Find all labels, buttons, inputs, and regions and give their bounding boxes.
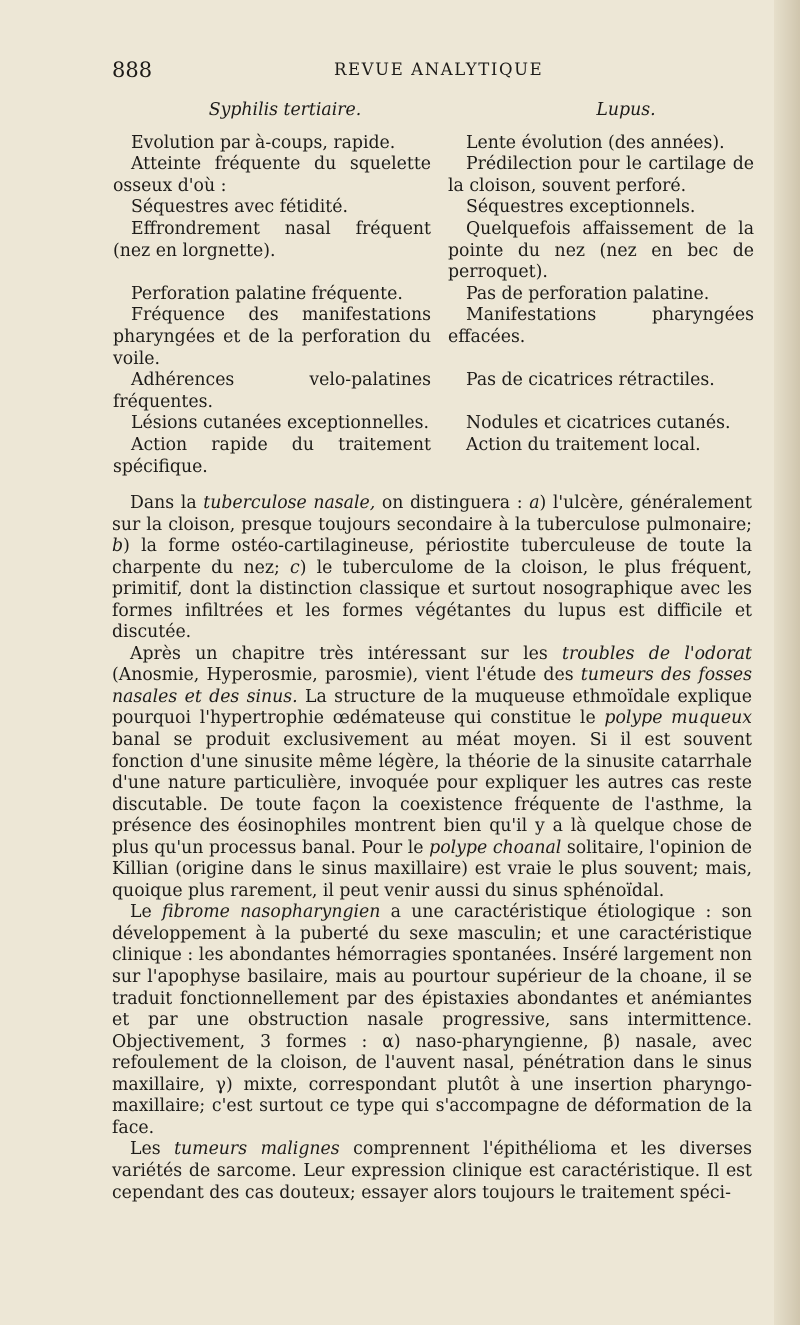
text-run: ) le tuberculome de la cloison, le plus fréquent, primitif, dont la distinction classique et surtout nosographique avec les formes infiltrées et les formes végétantes du lupus est difficile et discutée. [112, 557, 752, 643]
text-run: a une caractéristique étiologique : son développement à la puberté du sexe masculin; et une caractéristique clinique : les abondantes hémorragies spontanées. Inséré largement non sur l'apophyse basilaire, mais au pourtour supérieur de la choane, il se traduit fonctionnellement par des épistaxies abondantes et anémiantes et par une obstruction nasale progressive, sans intermittence. Objectivement, 3 formes : α) naso-pharyngienne, β) nasale, avec refoulement de la cloison, de l'auvent nasal, pénétration dans le sinus maxillaire, γ) mixte, correspondant plutôt à une insertion pharyngo-maxillaire; c'est surtout ce type qui s'accompagne de déformation de la face. [112, 902, 752, 1138]
paragraph-odorat [112, 644, 752, 903]
syphilis-entry: Effrondrement nasal fréquent (nez en lorgnette). [113, 218, 431, 261]
text-run: Les [130, 1139, 175, 1160]
paragraph-tumeurs-malignes [112, 1139, 752, 1204]
text-run: ) l'ulcère, généralement sur la cloison, presque toujours secondaire à la tuberculose pulmonaire; [112, 493, 752, 535]
lupus-entry: Manifestations pharyngées effacées. [448, 305, 754, 347]
lupus-entry: Action du traitement local. [466, 434, 701, 455]
page-number: 888 [112, 58, 153, 82]
paragraph-fibrome [112, 902, 752, 1139]
lupus-column [448, 100, 754, 457]
text-run: Dans la [130, 493, 204, 513]
italic-letter: b [112, 536, 124, 557]
italic-term: polype choanal [429, 837, 562, 858]
syphilis-column-title: Syphilis tertiaire. [208, 100, 362, 120]
lupus-column-title: Lupus. [596, 100, 656, 120]
text-run: (Anosmie, Hyperosmie, parosmie), vient l'étude des [112, 665, 581, 686]
text-run: on distinguera : [375, 493, 530, 513]
text-run: comprennent l'épithélioma et les diverses variétés de sarcome. Leur expression clinique est caractéristique. Il est cependant des cas douteux; essayer alors toujours le traitement spéci- [112, 1139, 752, 1203]
lupus-entry: Quelquefois affaissement de la pointe du nez (nez en bec de perroquet). [448, 218, 754, 283]
syphilis-entry: Lésions cutanées exceptionnelles. [131, 413, 429, 434]
italic-term: fibrome nasopharyngien [161, 902, 381, 923]
text-run: banal se produit exclusivement au méat moyen. Si il est souvent fonction d'une sinusite même légère, la théorie de la sinusite catarrhale d'une nature particulière, invoquée pour expliquer les autres cas reste discutable. De toute façon la coexistence fréquente de l'asthme, la présence des éosinophiles montrent bien qu'il y a là quelque chose de plus qu'un processus banal. Pour le [112, 730, 752, 858]
lupus-entry: Pas de cicatrices rétractiles. [466, 370, 715, 391]
text-run: Le [130, 902, 162, 923]
italic-letter: c [290, 557, 300, 578]
page-edge-shadow [774, 0, 800, 1325]
italic-term: tumeurs des fosses nasales et des sinus. [112, 665, 752, 707]
body-text [112, 493, 752, 1204]
syphilis-entry: Atteinte fréquente du squelette osseux d'où : [113, 154, 431, 196]
italic-letter: a [529, 493, 540, 513]
text-run: Après un chapitre très intéressant sur les [130, 643, 563, 664]
lupus-entry: Séquestres exceptionnels. [466, 197, 696, 218]
syphilis-entry: Perforation palatine fréquente. [131, 283, 403, 304]
lupus-entry: Nodules et cicatrices cutanés. [466, 413, 731, 434]
text-run: solitaire, l'opinion de Killian (origine dans le sinus maxillaire) est vraie le plus souvent; mais, quoique plus rarement, il peut venir aussi du sinus sphénoïdal. [112, 837, 752, 901]
italic-term: polype muqueux [604, 708, 752, 729]
lupus-entry: Lente évolution (des années). [466, 132, 725, 153]
lupus-entry: Prédilection pour le cartilage de la cloison, souvent perforé. [448, 154, 754, 196]
italic-term: tuberculose nasale, [203, 493, 376, 513]
syphilis-entry: Action rapide du traitement spécifique. [113, 434, 431, 477]
syphilis-entry: Fréquence des manifestations pharyngées et de la perforation du voile. [113, 305, 431, 369]
paragraph-tuberculose [112, 493, 752, 644]
lupus-entry: Pas de perforation palatine. [466, 283, 710, 304]
syphilis-column [113, 100, 431, 478]
italic-term: troubles de l'odorat [562, 643, 753, 664]
text-run: ) la forme ostéo-cartilagineuse, périostite tuberculeuse de toute la charpente du nez; [112, 536, 752, 578]
text-run: La structure de la muqueuse ethmoïdale explique pourquoi l'hypertrophie œdémateuse qui constitue le [112, 686, 752, 729]
syphilis-entry: Evolution par à-coups, rapide. [131, 132, 396, 153]
italic-term: tumeurs malignes [174, 1139, 340, 1160]
syphilis-entry: Séquestres avec fétidité. [131, 197, 348, 218]
running-title: REVUE ANALYTIQUE [334, 60, 544, 79]
syphilis-entry: Adhérences velo-palatines fréquentes. [113, 370, 431, 412]
